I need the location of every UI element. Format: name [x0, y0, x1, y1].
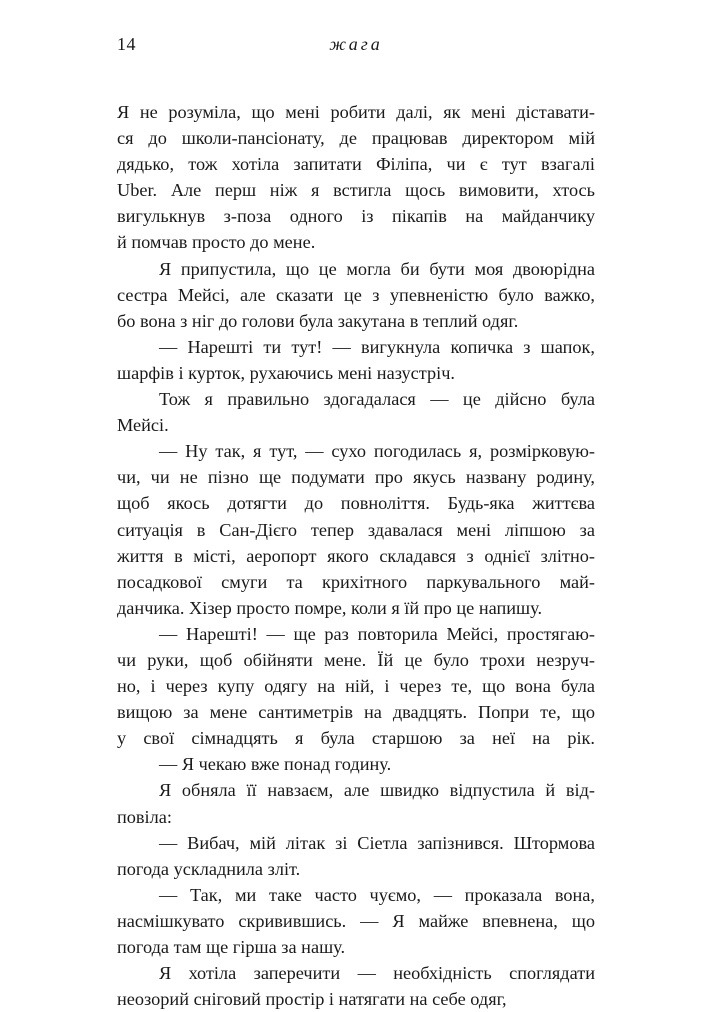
paragraph [117, 621, 595, 778]
text-line: — Я чекаю вже понад годину. [159, 754, 392, 775]
text-line: — Вибач, мій літак зі Сіетла запізнився. Штормова [159, 832, 595, 853]
text-line: Я припустила, що це могла би бути моя двоюрідна [159, 258, 595, 279]
text-line: неозорий сніговий простір і натягати на себе одяг, [117, 989, 507, 1010]
paragraph [117, 960, 595, 1012]
text-line: погода там ще гірша за нашу. [117, 937, 346, 957]
running-head [117, 34, 595, 58]
text-line: вигулькнув з-поза одного із пікапів на майданчику [117, 206, 595, 227]
text-line: й помчав просто до мене. [117, 232, 316, 253]
text-line: — Так, ми таке часто чуємо, — проказала вона, [159, 884, 595, 905]
text-line: шарфів і курток, рухаючись мені назустріч. [117, 362, 455, 383]
text-line: Мейсі. [117, 415, 169, 436]
text-line: сестра Мейсі, але сказати це з упевненістю було важко, [117, 284, 595, 305]
paragraph [117, 334, 595, 386]
paragraph [117, 777, 595, 829]
text-line: погода ускладнила зліт. [117, 858, 301, 879]
text-line: життя в місті, аеропорт якого складався з однієї злітно- [117, 545, 595, 566]
text-line: Я хотіла заперечити — необхідність споглядати [159, 963, 595, 984]
text-line: Тож я правильно здогадалася — це дійсно була [159, 389, 595, 410]
text-line: Я обняла її навзаєм, але швидко відпустила й від- [159, 780, 595, 801]
text-line: дядько, тож хотіла запитати Філіпа, чи є тут взагалі [117, 154, 595, 175]
text-line: посадкової смуги та крихітного паркувального май- [117, 571, 595, 592]
text-line: чи руки, щоб обійняти мене. Їй це було трохи незруч- [117, 649, 595, 670]
text-line: Uber. Але перш ніж я встигла щось вимовити, хтось [117, 180, 595, 201]
paragraph [117, 830, 595, 882]
paragraph [117, 256, 595, 334]
text-line: ситуація в Сан-Дієго тепер здавалася мені ліпшою за [117, 519, 595, 540]
text-line: Я не розуміла, що мені робити далі, як мені діставати- [117, 102, 595, 122]
text-line: — Ну так, я тут, — сухо погодилась я, розмірковую- [159, 441, 595, 462]
text-line: вищою за мене сантиметрів на двадцять. Попри те, що [117, 702, 595, 723]
paragraph [117, 438, 595, 621]
paragraph [117, 882, 595, 960]
paragraph [117, 386, 595, 438]
text-line: насмішкувато скривившись. — Я майже впевнена, що [117, 910, 595, 931]
text-line: данчика. Хізер просто помре, коли я їй про це напишу. [117, 597, 543, 618]
text-line: бо вона з ніг до голови була закутана в теплий одяг. [117, 310, 519, 331]
text-line: повіла: [117, 806, 172, 827]
text-line: — Нарешті ти тут! — вигукнула копичка з шапок, [159, 336, 595, 357]
body-text [117, 99, 595, 1012]
text-line: щоб якось дотягти до повноліття. Будь-яка життєва [117, 493, 595, 514]
text-line: чи, чи не пізно ще подумати про якусь названу родину, [117, 467, 595, 488]
paragraph [117, 99, 595, 256]
text-line: ся до школи-пансіонату, де працював директором мій [117, 128, 595, 149]
page-number: 14 [117, 34, 136, 54]
text-line: — Нарешті! — ще раз повторила Мейсі, простягаю- [159, 623, 595, 644]
text-line: у свої сімнадцять я була старшою за неї на рік. [117, 728, 595, 749]
text-line: но, і через купу одягу на ній, і через те, що вона була [117, 676, 595, 697]
running-title: жага [329, 34, 383, 54]
